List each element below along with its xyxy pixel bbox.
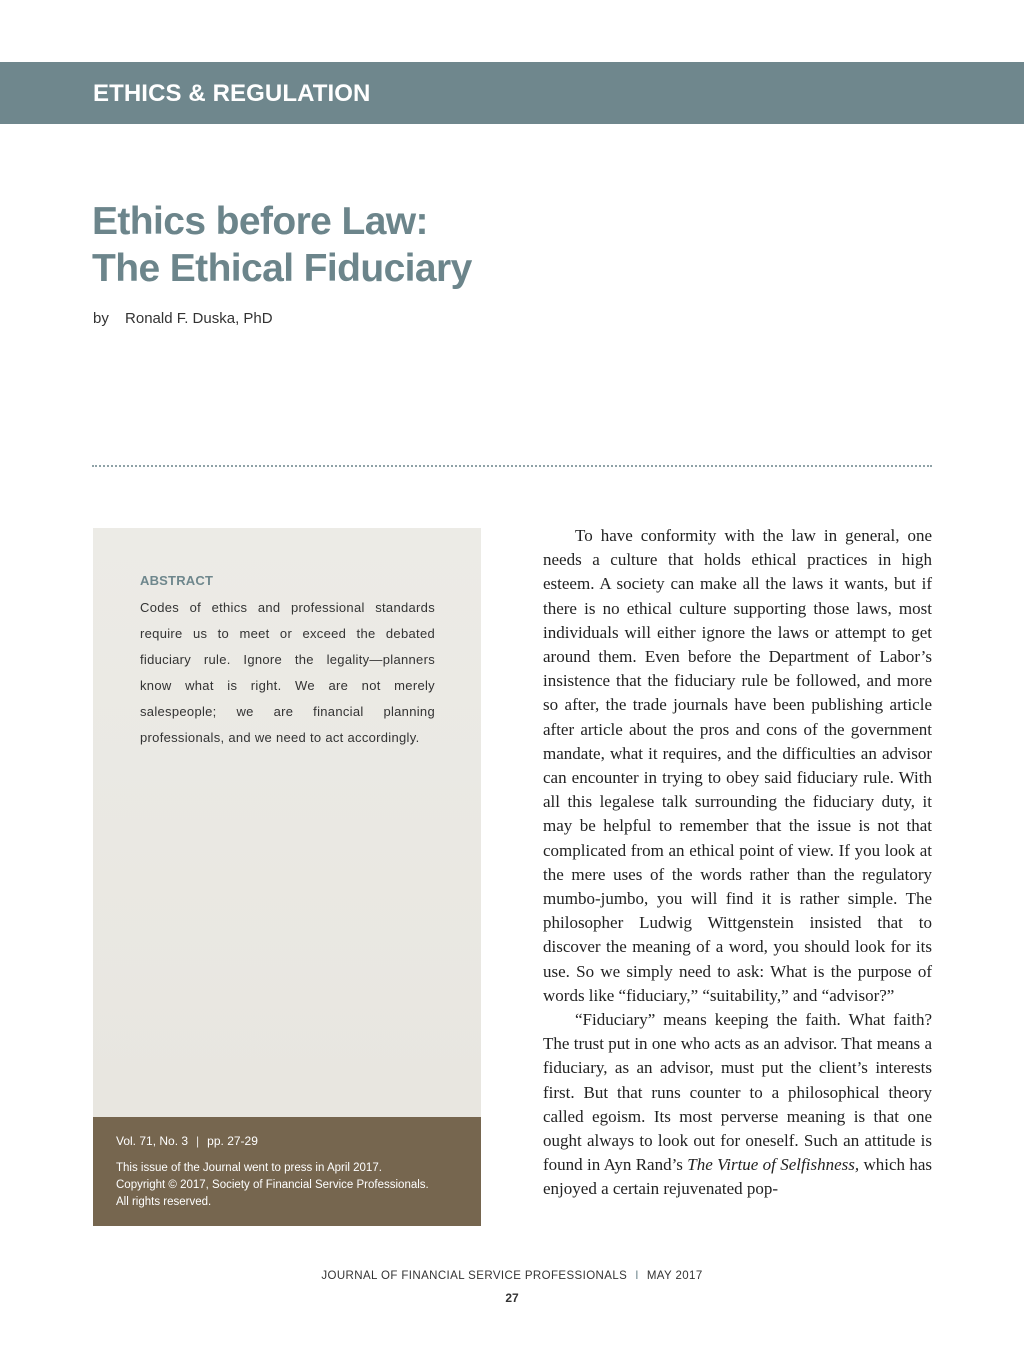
article-title-line-1: Ethics before Law: xyxy=(92,200,428,243)
body-paragraph-2 xyxy=(543,1008,932,1202)
body-paragraph-2-continued: which has enjoyed a certain rejuvenated pop- xyxy=(543,1155,932,1199)
press-note: This issue of the Journal went to press in April 2017. xyxy=(116,1162,382,1174)
page-number: 27 xyxy=(505,1291,519,1305)
article-body xyxy=(543,524,932,1202)
byline xyxy=(93,310,273,327)
page-footer xyxy=(0,1270,1024,1282)
rights-note: All rights reserved. xyxy=(116,1196,212,1208)
copyright-note: Copyright © 2017, Society of Financial Service Professionals. xyxy=(116,1179,429,1191)
volume-separator: | xyxy=(196,1134,200,1148)
byline-prefix: by xyxy=(93,310,109,327)
footer-separator: I xyxy=(635,1270,639,1282)
body-paragraph-2-text: “Fiduciary” means keeping the faith. What faith? The trust put in one who acts as an advisor. That means a fiduciary, as an advisor, must put the client’s interests first. But that runs counter to a philosophical theory called egoism. Its most perverse meaning is that one ought always to look out for oneself. Such an attitude is found in Ayn Rand’s xyxy=(543,1010,932,1175)
publication-info-panel xyxy=(93,1117,481,1226)
abstract-heading: ABSTRACT xyxy=(140,573,214,588)
author-name: Ronald F. Duska, PhD xyxy=(125,310,273,327)
article-title-line-2: The Ethical Fiduciary xyxy=(92,247,472,290)
volume-number: Vol. 71, No. 3 xyxy=(116,1134,189,1148)
article-title xyxy=(92,198,472,292)
dotted-divider xyxy=(92,465,932,467)
book-title: The Virtue of Selfishness, xyxy=(687,1155,860,1175)
abstract-text: Codes of ethics and professional standards require us to meet or exceed the debated fiduciary rule. Ignore the legality—planners know what is right. We are not merely salespeople; we are financial planning professionals, and we need to act accordingly. xyxy=(140,600,435,745)
page-range: pp. 27-29 xyxy=(207,1134,258,1148)
volume-line xyxy=(116,1134,258,1148)
journal-name: JOURNAL OF FINANCIAL SERVICE PROFESSIONALS xyxy=(321,1270,628,1282)
publication-notes xyxy=(116,1160,476,1211)
body-paragraph-1: To have conformity with the law in general, one needs a culture that holds ethical practices in high esteem. A society can make all the laws it wants, but if there is no ethical culture supporting those laws, most individuals will either ignore the laws or attempt to get around them. Even before the Department of Labor’s insistence that the fiduciary rule be followed, and more so after, the trade journals have been publishing article after article about the pros and cons of the government mandate, what it requires, and the difficulties an advisor can encounter in trying to obey said fiduciary rule. With all this legalese talk surrounding the fiduciary duty, it may be helpful to remember that the issue is not that complicated from an ethical point of view. If you look at the mere uses of the words rather than the regulatory mumbo-jumbo, you will find it is rather simple. The philosopher Ludwig Wittgenstein insisted that to discover the meaning of a word, you should look for its use. So we simply need to ask: What is the purpose of words like “fiduciary,” “suitability,” and “advisor?” xyxy=(543,526,932,1005)
section-label: ETHICS & REGULATION xyxy=(93,80,371,107)
issue-date: MAY 2017 xyxy=(646,1270,703,1282)
